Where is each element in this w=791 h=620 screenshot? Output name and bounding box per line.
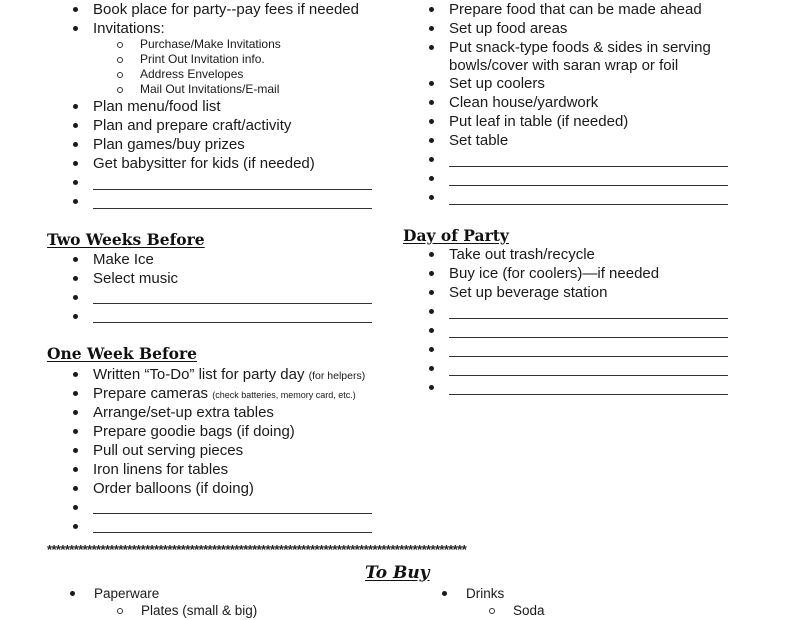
task-note: (for helpers) (308, 370, 366, 382)
task-text: Set table (449, 132, 509, 149)
bullet-icon (73, 410, 78, 415)
task-text: Get babysitter for kids (if needed) (93, 155, 315, 172)
bullet-icon (73, 314, 78, 319)
write-in-line[interactable] (93, 208, 372, 210)
task-text: Set up food areas (449, 20, 568, 37)
task-text: Prepare goodie bags (if doing) (93, 423, 295, 440)
bullet-icon (73, 104, 78, 109)
bullet-icon (429, 328, 434, 333)
write-in-line[interactable] (449, 356, 728, 358)
task-text: Make Ice (93, 251, 154, 268)
bullet-icon (429, 176, 434, 181)
bullet-icon (442, 591, 447, 596)
task-text: Take out trash/recycle (449, 246, 595, 263)
write-in-line[interactable] (93, 189, 372, 191)
bullet-icon (73, 123, 78, 128)
write-in-line[interactable] (449, 204, 728, 206)
bullet-icon (73, 448, 78, 453)
write-in-line[interactable] (93, 532, 372, 534)
bullet-icon (73, 524, 78, 529)
bullet-icon (73, 467, 78, 472)
subtask-text: Purchase/Make Invitations (140, 37, 281, 51)
circle-bullet-icon (117, 57, 123, 63)
bullet-icon (429, 119, 434, 124)
write-in-line[interactable] (449, 185, 728, 187)
task-note: (check batteries, memory card, etc.) (212, 390, 356, 400)
bullet-icon (73, 295, 78, 300)
bullet-icon (429, 271, 434, 276)
bullet-icon (73, 26, 78, 31)
bullet-icon (73, 142, 78, 147)
write-in-line[interactable] (93, 303, 372, 305)
bullet-icon (429, 138, 434, 143)
task-text: Written “To-Do” list for party day (for helpers) (93, 366, 366, 383)
task-text: Prepare cameras (check batteries, memory card, etc.) (93, 385, 356, 402)
task-text: Plan games/buy prizes (93, 136, 245, 153)
bullet-icon (429, 195, 434, 200)
bullet-icon (73, 429, 78, 434)
section-heading-two-weeks-before: Two Weeks Before (47, 230, 205, 249)
task-text: Plan menu/food list (93, 98, 221, 115)
bullet-icon (429, 347, 434, 352)
circle-bullet-icon (117, 72, 123, 78)
subtask-text: Address Envelopes (140, 67, 244, 81)
section-heading-to-buy: To Buy (365, 563, 430, 583)
task-text: Order balloons (if doing) (93, 480, 254, 497)
bullet-icon (73, 486, 78, 491)
circle-bullet-icon (117, 42, 123, 48)
subtask-text: Mail Out Invitations/E-mail (140, 82, 280, 96)
subtask-text: Print Out Invitation info. (140, 52, 265, 66)
bullet-icon (73, 391, 78, 396)
task-text: Put leaf in table (if needed) (449, 113, 629, 130)
bullet-icon (73, 372, 78, 377)
task-text: Buy ice (for coolers)—if needed (449, 265, 660, 282)
bullet-icon (73, 257, 78, 262)
write-in-line[interactable] (93, 513, 372, 515)
buy-item-text: Paperware (94, 586, 160, 601)
bullet-icon (429, 385, 434, 390)
task-text: Set up beverage station (449, 284, 608, 301)
write-in-line[interactable] (449, 318, 728, 320)
task-text: Prepare food that can be made ahead (449, 1, 702, 18)
bullet-icon (73, 180, 78, 185)
bullet-icon (429, 157, 434, 162)
task-text: Plan and prepare craft/activity (93, 117, 292, 134)
write-in-line[interactable] (449, 337, 728, 339)
task-text: Invitations: (93, 20, 165, 37)
buy-subitem-text: Plates (small & big) (141, 603, 258, 618)
section-heading-one-week-before: One Week Before (47, 344, 198, 363)
task-text: Iron linens for tables (93, 461, 229, 478)
circle-bullet-icon (489, 608, 495, 614)
write-in-line[interactable] (449, 166, 728, 168)
task-text: Set up coolers (449, 75, 545, 92)
bullet-icon (73, 161, 78, 166)
write-in-line[interactable] (93, 322, 372, 324)
bullet-icon (73, 276, 78, 281)
circle-bullet-icon (117, 87, 123, 93)
task-text: Select music (93, 270, 179, 287)
bullet-icon (73, 7, 78, 12)
task-text: Book place for party--pay fees if needed (93, 1, 359, 18)
task-text: Pull out serving pieces (93, 442, 244, 459)
buy-item-text: Drinks (466, 586, 505, 601)
bullet-icon (429, 100, 434, 105)
bullet-icon (429, 252, 434, 257)
bullet-icon (429, 7, 434, 12)
task-text: Arrange/set-up extra tables (93, 404, 274, 421)
task-text: Clean house/yardwork (449, 94, 599, 111)
bullet-icon (70, 591, 75, 596)
bullet-icon (429, 309, 434, 314)
buy-subitem-text: Soda (513, 603, 545, 618)
bullet-icon (429, 366, 434, 371)
task-text: bowls/cover with saran wrap or foil (449, 57, 679, 74)
bullet-icon (73, 199, 78, 204)
bullet-icon (429, 81, 434, 86)
circle-bullet-icon (117, 608, 123, 614)
section-heading-day-of-party: Day of Party (403, 226, 509, 245)
write-in-line[interactable] (449, 375, 728, 377)
asterisk-separator: ********************************************************************************************** (47, 542, 467, 557)
write-in-line[interactable] (449, 394, 728, 396)
bullet-icon (429, 45, 434, 50)
bullet-icon (429, 290, 434, 295)
bullet-icon (429, 26, 434, 31)
bullet-icon (73, 505, 78, 510)
task-text: Put snack-type foods & sides in serving (449, 39, 711, 56)
